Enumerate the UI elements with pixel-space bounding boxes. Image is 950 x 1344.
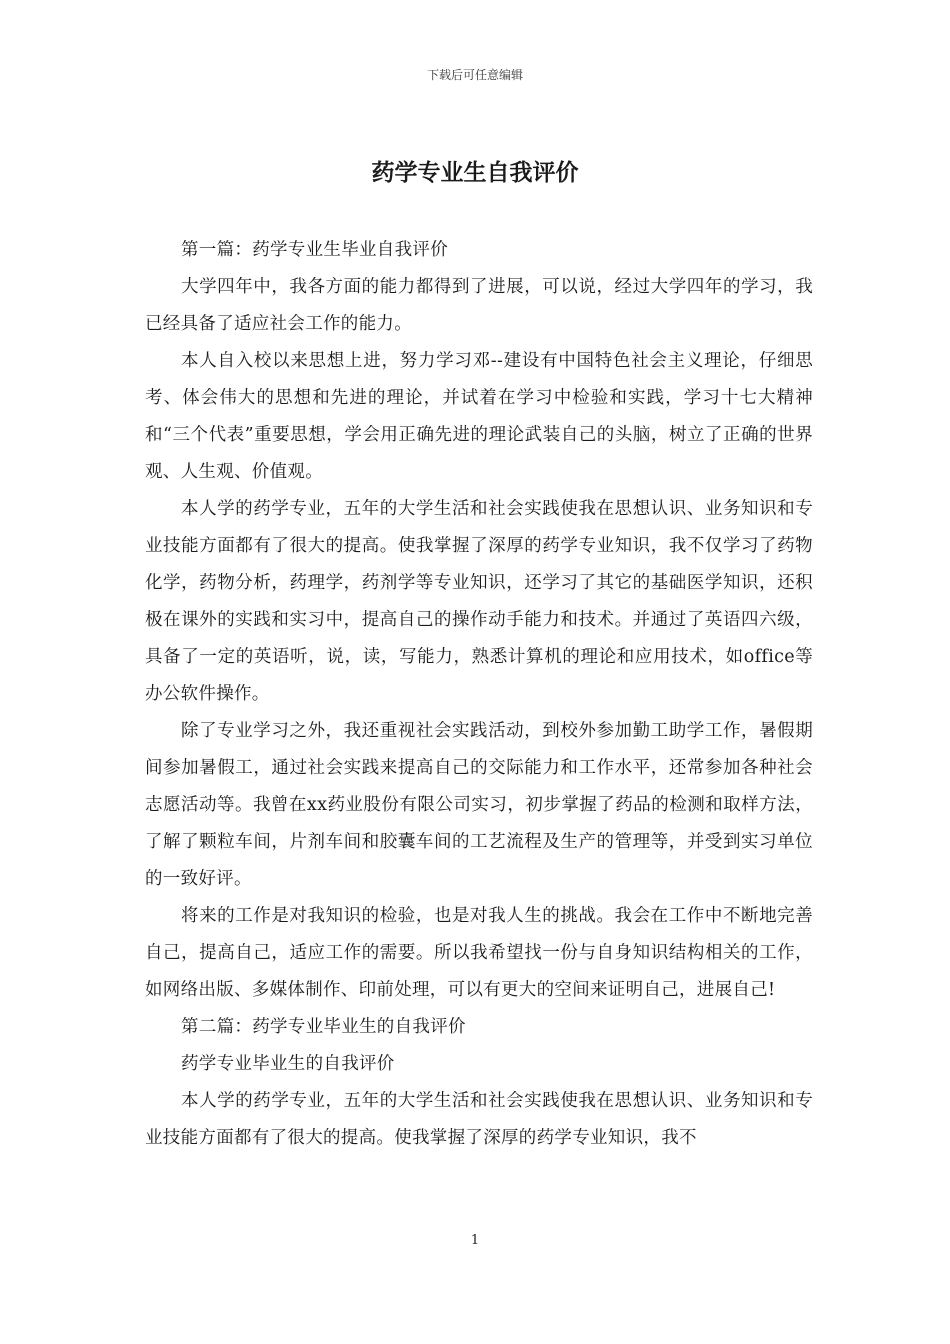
section-heading-2: 第二篇：药学专业毕业生的自我评价: [181, 1017, 466, 1037]
header-note: 下载后可任意编辑: [426, 68, 523, 82]
paragraph: 本人学的药学专业，五年的大学生活和社会实践使我在思想认识、业务知识和专业技能方面都有了很大的提高。使我掌握了深厚的药学专业知识，我不: [145, 1091, 813, 1148]
paragraph: 本人自入校以来思想上进，努力学习邓--建设有中国特色社会主义理论，仔细思考、体会伟大的思想和先进的理论，并试着在学习中检验和实践，学习十七大精神和“三个代表”重要思想，学会用正确先进的理论武装自己的头脑，树立了正确的世界观、人生观、价值观。: [145, 351, 813, 482]
document-title: 药学专业生自我评价: [371, 160, 579, 186]
page-number: 1: [470, 1233, 480, 1248]
paragraph: 除了专业学习之外，我还重视社会实践活动，到校外参加勤工助学工作，暑假期间参加暑假工，通过社会实践来提高自己的交际能力和工作水平，还常参加各种社会志愿活动等。我曾在xx药业股份有限公司实习，初步掌握了药品的检测和取样方法，了解了颗粒车间，片剂车间和胶囊车间的工艺流程及生产的管理等，并受到实习单位的一致好评。: [145, 721, 813, 889]
paragraph: 本人学的药学专业，五年的大学生活和社会实践使我在思想认识、业务知识和专业技能方面都有了很大的提高。使我掌握了深厚的药学专业知识，我不仅学习了药物化学，药物分析，药理学，药剂学等专业知识，还学习了其它的基础医学知识，还积极在课外的实践和实习中，提高自己的操作动手能力和技术。并通过了英语四六级，具备了一定的英语听，说，读，写能力，熟悉计算机的理论和应用技术，如office等办公软件操作。: [145, 499, 813, 704]
document-body: [145, 232, 813, 1157]
subheading: 药学专业毕业生的自我评价: [181, 1054, 395, 1074]
paragraph: 大学四年中，我各方面的能力都得到了进展，可以说，经过大学四年的学习，我已经具备了适应社会工作的能力。: [145, 277, 813, 334]
section-heading-1: 第一篇：药学专业生毕业自我评价: [181, 240, 448, 260]
paragraph: 将来的工作是对我知识的检验，也是对我人生的挑战。我会在工作中不断地完善自己，提高自己，适应工作的需要。所以我希望找一份与自身知识结构相关的工作，如网络出版、多媒体制作、印前处理，可以有更大的空间来证明自己，进展自己!: [145, 906, 813, 1000]
